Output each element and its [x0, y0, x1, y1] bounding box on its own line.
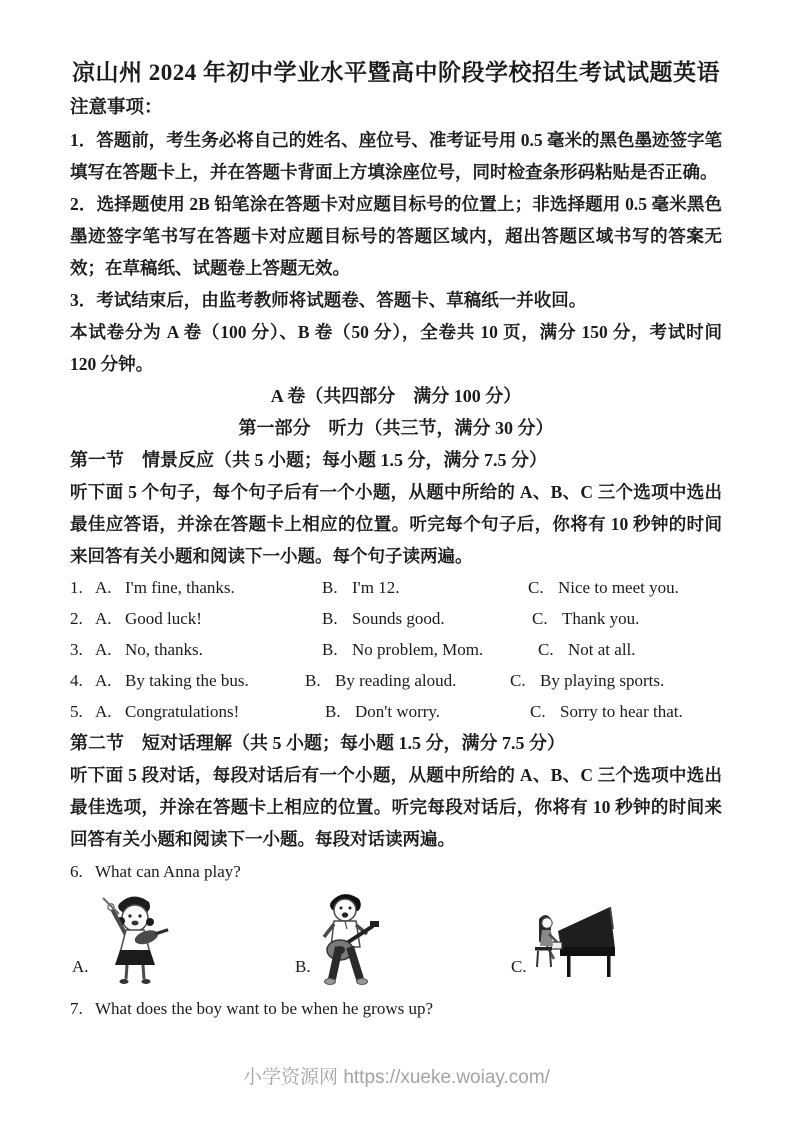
- girl-playing-violin-image: [90, 889, 178, 987]
- question-4-option-c: [510, 665, 664, 696]
- question-4-option-a-text: By taking the bus.: [125, 671, 249, 690]
- question-6-text-line: [70, 855, 722, 889]
- question-2-option-c: [532, 603, 639, 634]
- section2-heading: 第二节 短对话理解（共 5 小题；每小题 1.5 分，满分 7.5 分）: [70, 733, 565, 753]
- question-1-number: 1.: [70, 578, 83, 597]
- section1-question-list: [70, 572, 722, 727]
- question-1-option-c: [528, 572, 679, 603]
- question-3-option-c: [538, 634, 636, 665]
- notice-item-2: 2．选择题使用 2B 铅笔涂在答题卡对应题目标号的位置上；非选择题用 0.5 毫米黑色墨迹签字笔书写在答题卡对应题目标号的答题区域内，超出答题区域书写的答案无效；在草稿纸、试题卷上答题无效。: [70, 194, 722, 278]
- boy-playing-guitar-image: [303, 889, 387, 987]
- question-3-option-b: [322, 634, 483, 665]
- section1-heading: 第一节 情景反应（共 5 小题；每小题 1.5 分，满分 7.5 分）: [70, 450, 547, 470]
- question-5-option-b-text: Don't worry.: [355, 702, 441, 721]
- question-1-option-b-letter: B.: [322, 578, 338, 597]
- section2-instructions: 听下面 5 段对话，每段对话后有一个小题，从题中所给的 A、B、C 三个选项中选出最佳选项，并涂在答题卡上相应的位置。听完每段对话后，你将有 10 秒钟的时间来回答有关小题和阅读下一小题。每段对话读两遍。: [70, 765, 722, 849]
- question-4-option-c-letter: C.: [510, 671, 526, 690]
- question-7-number: 7.: [70, 999, 83, 1018]
- question-2-option-c-letter: C.: [532, 609, 548, 628]
- question-3-option-b-letter: B.: [322, 640, 338, 659]
- notice-item-3: 3．考试结束后，由监考教师将试题卷、答题卡、草稿纸一并收回。: [70, 290, 587, 310]
- question-3-row: [70, 634, 722, 665]
- question-1-option-a-letter: A.: [95, 578, 112, 597]
- paper-a-heading: A 卷（共四部分 满分 100 分）: [270, 386, 522, 406]
- question-5-option-b: [325, 696, 440, 727]
- part1-heading: 第一部分 听力（共三节，满分 30 分）: [238, 418, 554, 438]
- question-6-option-b-label: B.: [295, 957, 311, 976]
- question-4-row: [70, 665, 722, 696]
- page-title: 凉山州 2024 年初中学业水平暨高中阶段学校招生考试试题英语: [72, 60, 720, 85]
- notice-item-1: 1．答题前，考生务必将自己的姓名、座位号、准考证号用 0.5 毫米的黑色墨迹签字笔填写在答题卡上，并在答题卡背面上方填涂座位号，同时检查条形码粘贴是否正确。: [70, 130, 722, 182]
- section1-instructions: 听下面 5 个句子，每个句子后有一个小题，从题中所给的 A、B、C 三个选项中选出最佳应答语，并涂在答题卡上相应的位置。听完每个句子后，你将有 10 秒钟的时间来回答有关小题和阅读下一小题。每个句子读两遍。: [70, 482, 722, 566]
- question-6-number: 6.: [70, 862, 83, 881]
- question-3-option-a-letter: A.: [95, 640, 112, 659]
- question-2-row: [70, 603, 722, 634]
- question-5-option-a-letter: A.: [95, 702, 112, 721]
- question-2-option-b-letter: B.: [322, 609, 338, 628]
- question-2-option-b: [322, 603, 445, 634]
- question-2-option-b-text: Sounds good.: [352, 609, 445, 628]
- question-4-option-b: [305, 665, 456, 696]
- site-watermark: 小学资源网 https://xueke.woiay.com/: [243, 1067, 550, 1088]
- exam-info: 本试卷分为 A 卷（100 分）、B 卷（50 分），全卷共 10 页，满分 150 分，考试时间 120 分钟。: [70, 322, 722, 374]
- question-3-number: 3.: [70, 640, 83, 659]
- question-6-text: What can Anna play?: [95, 862, 241, 881]
- question-5-option-a-text: Congratulations!: [125, 702, 240, 721]
- question-5-option-b-letter: B.: [325, 702, 341, 721]
- question-4-number: 4.: [70, 671, 83, 690]
- question-4-option-b-letter: B.: [305, 671, 321, 690]
- question-5-number: 5.: [70, 702, 83, 721]
- question-6-image-options: [70, 889, 722, 989]
- question-1-option-c-text: Nice to meet you.: [558, 578, 679, 597]
- question-5-option-c: [530, 696, 683, 727]
- question-5-option-c-text: Sorry to hear that.: [560, 702, 683, 721]
- question-5-row: [70, 696, 722, 727]
- question-7-text-line: [70, 993, 722, 1025]
- question-1-option-b-text: I'm 12.: [352, 578, 400, 597]
- girl-playing-piano-image: [522, 897, 622, 985]
- question-1-row: [70, 572, 722, 603]
- question-7-text: What does the boy want to be when he grows up?: [95, 999, 434, 1018]
- notice-heading: 注意事项：: [70, 98, 163, 118]
- question-1-option-c-letter: C.: [528, 578, 544, 597]
- question-2-number: 2.: [70, 609, 83, 628]
- question-3-option-c-letter: C.: [538, 640, 554, 659]
- question-6-option-c-label: C.: [511, 957, 527, 976]
- question-4-option-c-text: By playing sports.: [540, 671, 665, 690]
- question-1-option-b: [322, 572, 399, 603]
- question-4-option-b-text: By reading aloud.: [335, 671, 457, 690]
- question-4-option-a-letter: A.: [95, 671, 112, 690]
- question-3-option-a-text: No, thanks.: [125, 640, 203, 659]
- question-6-option-a-label: A.: [72, 957, 89, 976]
- question-2-option-c-text: Thank you.: [562, 609, 640, 628]
- question-3-option-b-text: No problem, Mom.: [352, 640, 484, 659]
- question-2-option-a-text: Good luck!: [125, 609, 202, 628]
- question-3-option-c-text: Not at all.: [568, 640, 636, 659]
- question-2-option-a-letter: A.: [95, 609, 112, 628]
- question-5-option-c-letter: C.: [530, 702, 546, 721]
- question-1-option-a-text: I'm fine, thanks.: [125, 578, 235, 597]
